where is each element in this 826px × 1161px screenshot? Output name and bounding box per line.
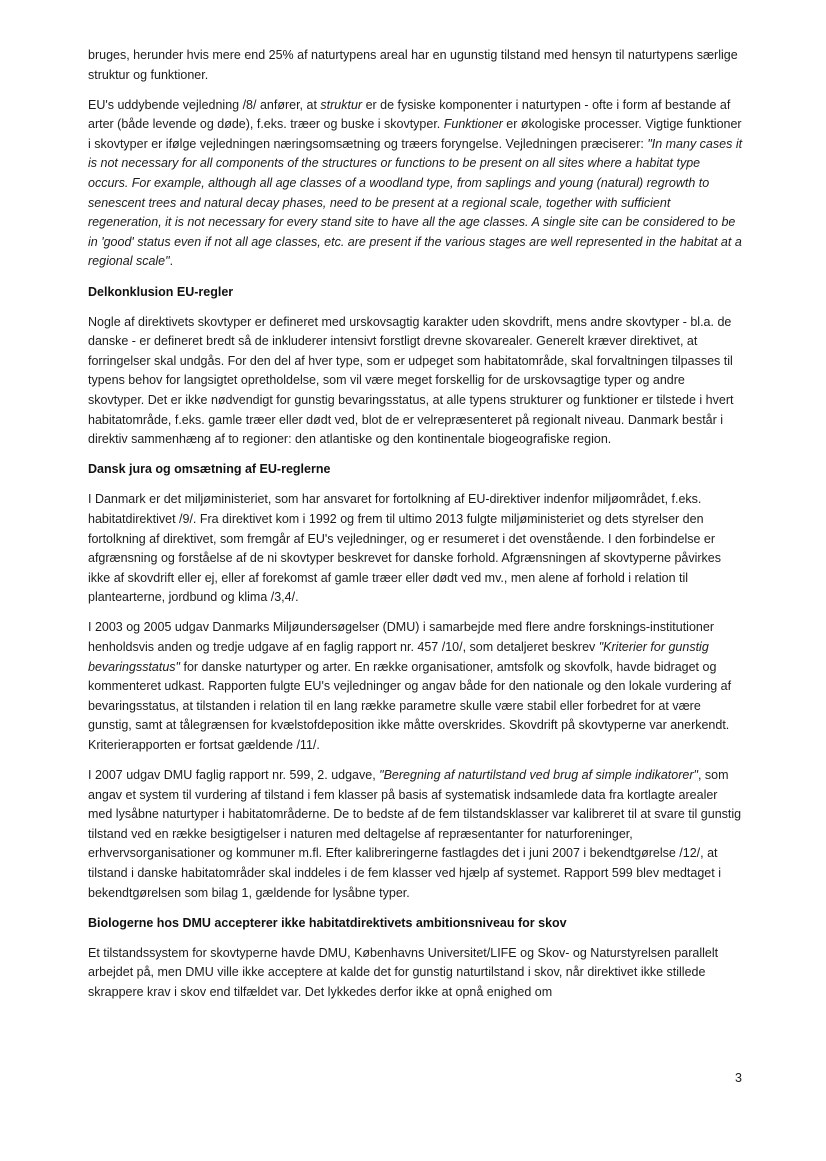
text-span: I 2003 og 2005 udgav Danmarks Miljøundersøgelser (DMU) i samarbejde med flere andre forsknings-institutioner henholdsvis anden og tredje udgave af en faglig rapport nr. 457 /10/, som detaljeret beskrev [88, 620, 714, 655]
text-span: . [169, 254, 174, 269]
paragraph-dmu-2003 [88, 618, 743, 755]
paragraph-intro: bruges, herunder hvis mere end 25% af naturtypens areal har en ugunstig tilstand med hensyn til naturtypens særlige struktur og funktioner. [88, 48, 738, 82]
document-page [88, 46, 743, 1013]
text-span: , som angav et system til vurdering af tilstand i fem klasser på basis af systematisk indsamlede data fra kortlagte arealer med lysåbne naturtyper i habitatområderne. De to bedste af de fem tilstandsklasser var kalibreret til at svare til gunstig tilstand ved en række besigtigelser i naturen med deltagelse af repræsentanter for naturforeninger, erhvervsorganisationer og kommuner m.fl. Efter kalibreringerne fastlagdes det i juni 2007 i bekendtgørelse /12/, at tilstand i danske habitatområder skal inddeles i de fem klasser ved hjælp af systemet. Rapport 599 blev medtaget i bekendtgørelsen som bilag 1, gældende for lysåbne typer. [88, 768, 742, 900]
page-number: 3 [735, 1071, 742, 1085]
italic-report-title: "Kriterier for gunstig bevaringsstatus" [88, 640, 709, 674]
paragraph-biologerne: Et tilstandssystem for skovtyperne havde DMU, Københavns Universitet/LIFE og Skov- og Naturstyrelsen parallelt arbejdet på, men DMU ville ikke acceptere at kalde det for gunstig naturtilstand i skov, når direktivet ikke stillede skrappere krav i skov end tilfældet var. Det lykkedes derfor ikke at opnå enighed om [88, 945, 719, 1000]
text-span: I 2007 udgav DMU faglig rapport nr. 599, 2. udgave, [88, 768, 380, 783]
italic-term-funktioner: Funktioner [443, 117, 503, 132]
paragraph-dmu-2007 [88, 766, 743, 903]
text-span: er de fysiske komponenter i naturtypen - ofte i form af bestande af arter (både levende og døde), f.eks. træer og buske i skovtyper. [88, 97, 731, 132]
paragraph-dansk-jura: I Danmark er det miljøministeriet, som har ansvaret for fortolkning af EU-direktiver indenfor miljøområdet, f.eks. habitatdirektivet /9/. Fra direktivet kom i 1992 og frem til ultimo 2013 fulgte miljøministeriet og dets styrelser den fortolkning af direktivet, som fremgår af EU's vejledninger, og er resumeret i det ovenstående. I den forbindelse er afgrænsning og forståelse af de ni skovtyper beskrevet for danske forhold. Afgrænsningen af skovtyperne påvirkes ikke af skovdrift eller ej, eller af forekomst af gamle træer eller dødt ved mv., men alene af forhold i relation til plantearterne, jordbund og klima /3,4/. [88, 492, 721, 605]
text-span: er økologiske processer. Vigtige funktioner i skovtyper er ifølge vejledningen næringsomsætning og træers foryngelse. Vejledningen præciserer: [88, 117, 742, 151]
paragraph-eu-guidance [88, 96, 743, 272]
paragraph-delkonklusion: Nogle af direktivets skovtyper er defineret med urskovsagtig karakter uden skovdrift, mens andre skovtyper - bl.a. de danske - er defineret bredt så de inkluderer intensivt forstligt drevne skovarealer. Generelt kræver direktivet, at forringelser skal undgås. For den del af hver type, som er udpeget som habitatområde, skal forvaltningen tilpasses til typens behov for langsigtet opretholdelse, som vil være meget forskellig for de urskovsagtige typer og andre skovtyper. Det er ikke nødvendigt for gunstig bevaringsstatus, at alle typens strukturer og funktioner er tilstede i hvert habitatområde, f.eks. gamle træer eller dødt ved, blot de er velrepræsenteret på regionalt niveau. Danmark består i direktiv sammenhæng af to regioner: den atlantiske og den kontinentale biogeografiske region. [88, 314, 734, 447]
heading-biologerne: Biologerne hos DMU accepterer ikke habitatdirektivets ambitionsniveau for skov [88, 915, 567, 930]
heading-delkonklusion: Delkonklusion EU-regler [88, 284, 234, 299]
italic-term-struktur: struktur [320, 97, 363, 112]
text-span: EU's uddybende vejledning /8/ anfører, at [88, 97, 321, 112]
heading-dansk-jura: Dansk jura og omsætning af EU-reglerne [88, 462, 331, 477]
text-span: for danske naturtyper og arter. En række organisationer, amtsfolk og skovfolk, havde bidraget og kommenteret udkast. Rapporten fulgte EU's vejledninger og angav både for den nationale og den lokale vurdering af bevaringsstatus, at tilstanden i relation til en lang række parametre skulle være stabil eller forbedret for at være gunstig, samt at tålegrænsen for kvælstofdeposition ikke måtte overskrides. Skovdrift på skovtyperne var anerkendt. Kriterierapporten er fortsat gældende /11/. [88, 659, 732, 752]
italic-quote: "In many cases it is not necessary for all components of the structures or functions to be present on all sites where a habitat type occurs. For example, although all age classes of a woodland type, from saplings and young (natural) regrowth to senescent trees and natural decay phases, need to be present at a regional scale, together with sufficient regeneration, it is not necessary for every stand site to have all the age classes. A single site can be considered to be in 'good' status even if not all age classes, etc. are present if the various stages are well represented in the habitat at a regional scale" [88, 136, 743, 269]
italic-report-title: "Beregning af naturtilstand ved brug af simple indikatorer" [379, 768, 698, 783]
